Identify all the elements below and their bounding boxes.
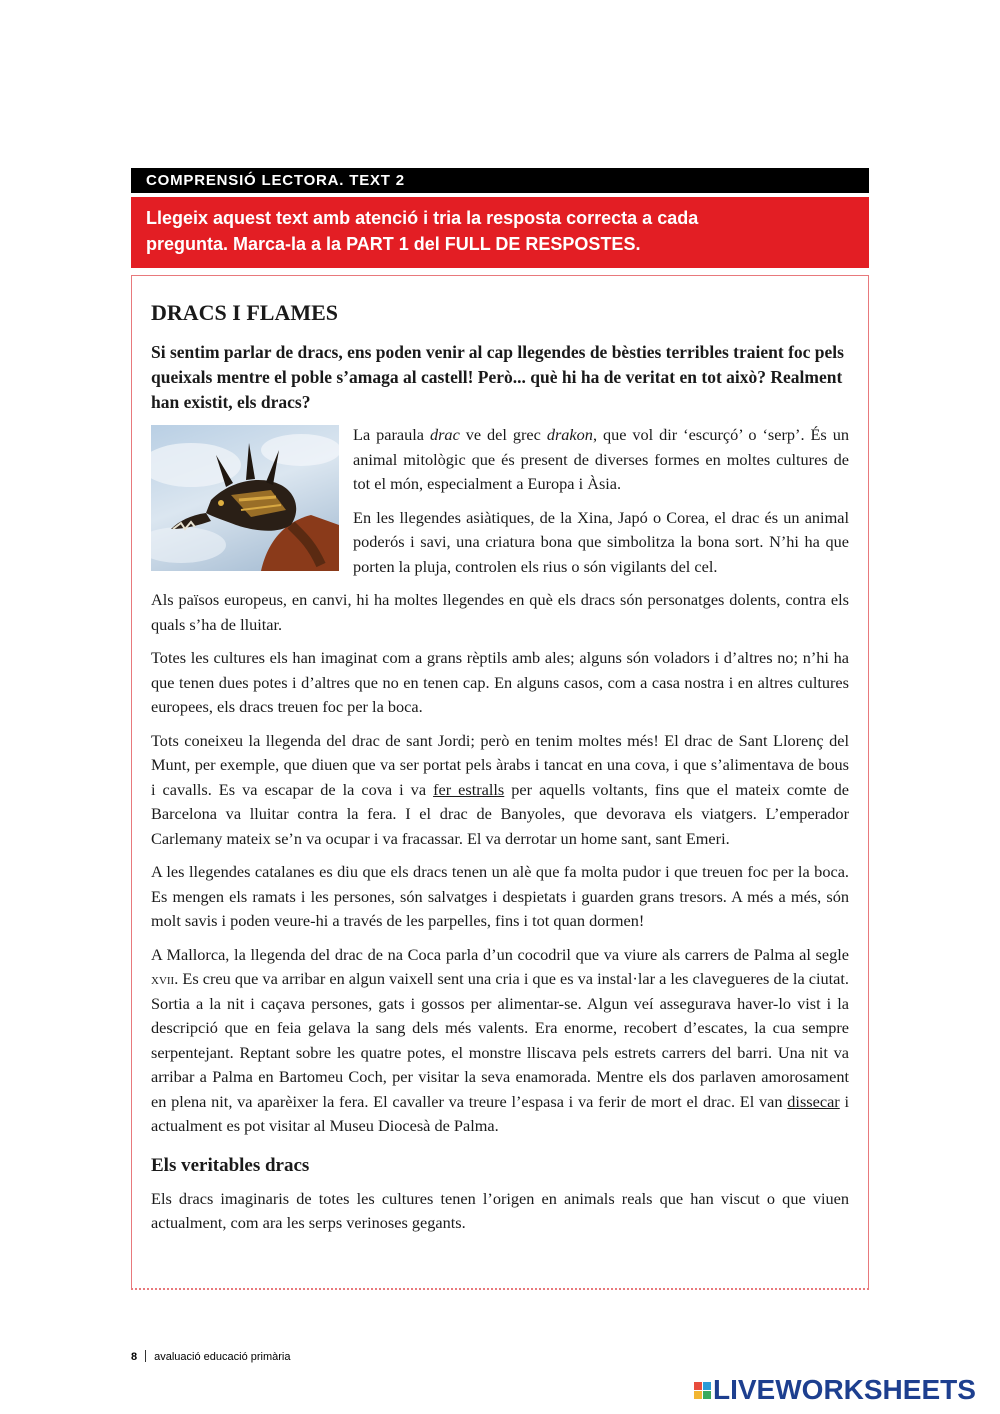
logo-square-icon [694,1391,702,1399]
logo-square-icon [703,1382,711,1390]
text-span: A Mallorca, la llegenda del drac de na Coca parla d’un cocodril que va viure als carrers de Palma al segle [151,944,849,964]
logo-grid-icon [694,1382,711,1399]
instructions-line-2: pregunta. Marca-la a la PART 1 del FULL DE RESPOSTES. [146,234,641,254]
text-span: La paraula [353,425,430,444]
text-span: , que vol dir ‘escurçó’ o ‘serp’. És un animal mitològic que és present de diverses formes en moltes cultures de tot el món, especialment a Europa i Àsia. [353,425,849,493]
text-span: Tots coneixeu la llegenda del drac de sant Jordi; però en tenim moltes més! El drac de Sant Llorenç del Munt, per exemple, que diuen que va ser portat pels àrabs i tancat en una cova, i que s’alimentava de bous i cavalls. Es va escapar de la cova i va [151,730,849,799]
article-title: DRACS I FLAMES [151,300,339,325]
logo-square-icon [703,1391,711,1399]
paragraph-4: Totes les cultures els han imaginat com a grans rèptils amb ales; alguns són voladors i d’altres no; n’hi ha que tenen dues potes i d’altres que no en tenen cap. En alguns casos, com a casa nostra i en altres cultures europees, els dracs treuen foc per la boca. [151,648,849,716]
paragraph-7 [151,943,849,1139]
publication-name: avaluació educació primària [154,1351,291,1363]
article-lead: Si sentim parlar de dracs, ens poden venir al cap llegendes de bèsties terribles traient foc pels queixals mentre el poble s’amaga al castell! Però... què hi ha de veritat en tot això? Realment han existit, els dracs? [151,342,844,412]
paragraph-2: En les llegendes asiàtiques, de la Xina, Japó o Corea, el drac és un animal poderós i savi, una criatura bona que simbolitza la bona sort. N’hi ha que porten la pluja, controlen els rius o són vigilants del cel. [353,507,849,576]
page-footer [131,1350,290,1363]
paragraph-3: Als països europeus, en canvi, hi ha moltes llegendes en què els dracs són personatges dolents, contra els quals s’ha de lluitar. [151,590,849,634]
underlined-term: dissecar [787,1091,840,1111]
instructions-box [131,197,869,268]
page-number: 8 [131,1351,138,1363]
italic-term: drakon [546,425,593,444]
text-span: per aquells voltants, fins que el mateix comte de Barcelona va lluitar contra la fera. I el drac de Banyoles, que devorava els viatgers. L’emperador Carlemany mateix se’n va ocupar i va fracassar. El va derrotar un home sant, sant Emeri. [151,779,849,848]
subheading: Els veritables dracs [151,1154,310,1176]
paragraph-5 [151,729,849,852]
paragraph-8: Els dracs imaginaris de totes les cultures tenen l’origen en animals reals que han viscut o que viuen actualment, com ara les serps verinoses gegants. [151,1188,849,1232]
section-title: COMPRENSIÓ LECTORA. TEXT 2 [146,172,405,189]
text-span: ve del grec [459,425,547,444]
dragon-image [151,425,339,571]
logo-text: LIVEWORKSHEETS [713,1374,976,1405]
dragon-illustration-icon [151,425,339,571]
intro-with-image [151,423,849,579]
logo-square-icon [694,1382,702,1390]
reading-text [151,296,849,1245]
section-header [131,168,869,193]
italic-term: drac [429,425,460,444]
text-span: . Es creu que va arribar en algun vaixell sent una cria i que es va instal·lar a les clavegueres de la ciutat. Sortia a la nit i caçava persones, gats i gossos per alimentar-se. Algun veí assegurava haver-lo vist i la descripció que en feia gelava la sang dels més valents. Era enorme, recobert d’escates, la cua sempre serpentejant. Reptant sobre les quatre potes, el monstre lliscava pels estrets carrers del barri. Una nit va arribar a Palma en Bartomeu Coch, per visitar la seva enamorada. Mentre els dos parlaven amorosament en plena nit, va aparèixer la fera. El cavaller va treure l’espasa i va ferir de mort el drac. El van [151,969,849,1111]
century-numeral: xvii [151,969,175,988]
footer-divider [145,1350,146,1362]
paragraph-6: A les llegendes catalanes es diu que els dracs tenen un alè que fa molta pudor i que treuen foc per la boca. Es mengen els ramats i les persones, són salvatges i despietats i guarden grans tresors. A més a més, són molt savis i poden veure-hi a través de les parpelles, fins i tot quan dormen! [151,862,849,930]
liveworksheets-logo [694,1374,976,1406]
text-span: i actualment es pot visitar al Museu Diocesà de Palma. [151,1091,849,1135]
instructions-line-1: Llegeix aquest text amb atenció i tria la resposta correcta a cada [146,208,699,228]
underlined-term: fer estralls [433,779,505,799]
